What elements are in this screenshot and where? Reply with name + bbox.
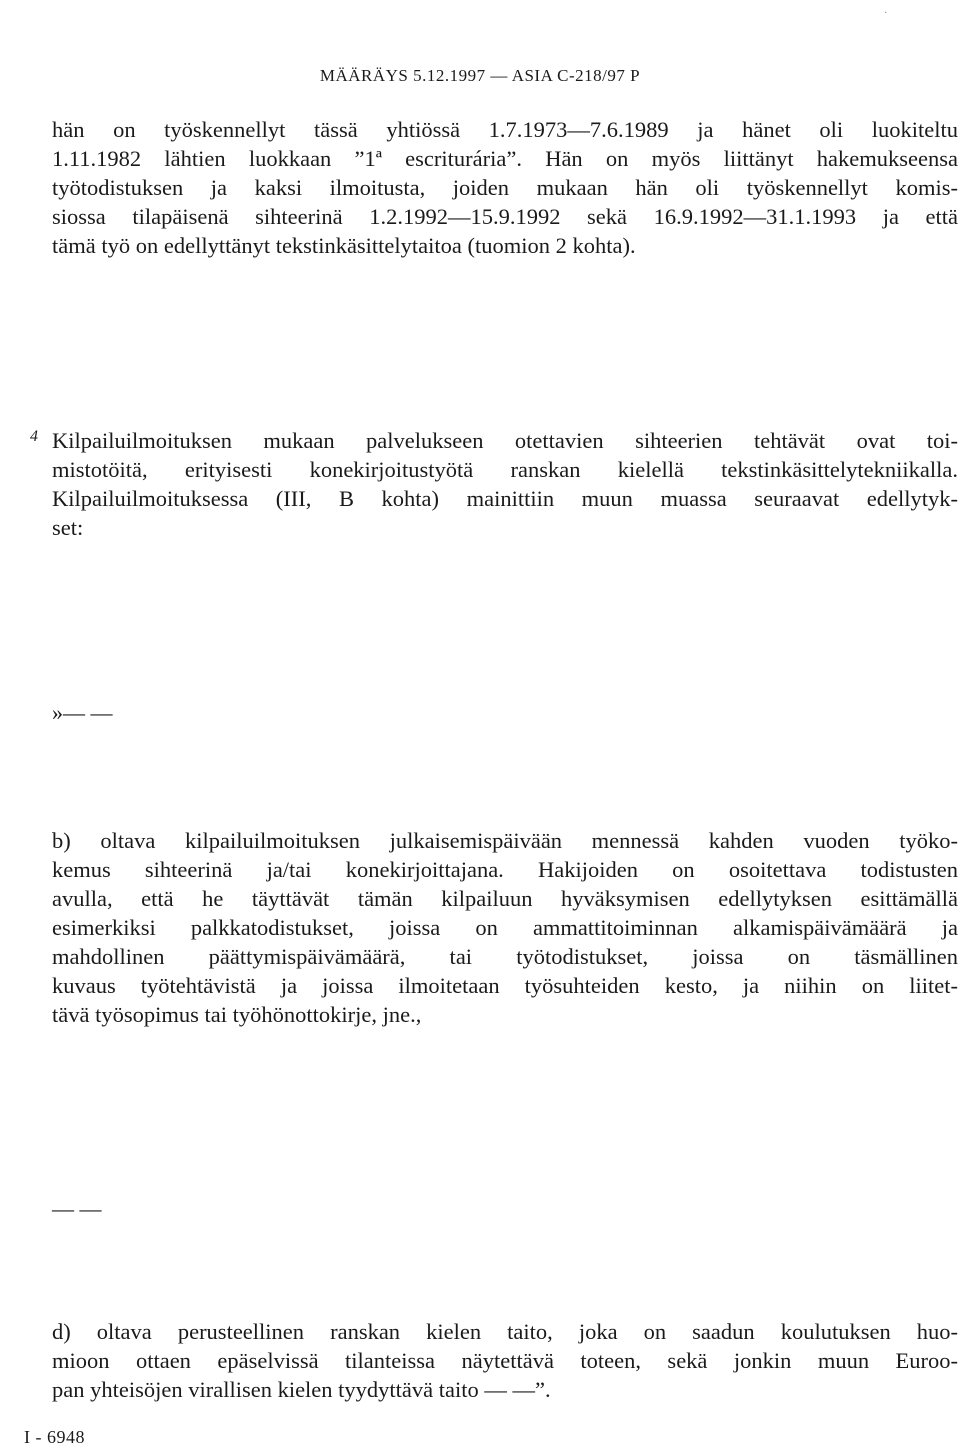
text-line: mistotöitä, erityisesti konekirjoitustyötä ranskan kielellä tekstinkäsittelytekniikalla. bbox=[52, 457, 958, 482]
text-line: set: bbox=[52, 515, 84, 540]
text-line: hän on työskennellyt tässä yhtiössä 1.7.1973—7.6.1989 ja hänet oli luokiteltu bbox=[52, 117, 958, 142]
omission-dashes: — — bbox=[52, 1196, 102, 1221]
item-d-requirement bbox=[52, 1317, 958, 1404]
text-line: tävä työsopimus tai työhönottokirje, jne., bbox=[52, 1002, 422, 1027]
text-line: mioon ottaen epäselvissä tilanteissa näytettävä toteen, sekä jonkin muun Euroo- bbox=[52, 1348, 958, 1373]
text-line: mahdollinen päättymispäivämäärä, tai työtodistukset, joissa on täsmällinen bbox=[52, 944, 958, 969]
scan-mark: · bbox=[884, 8, 888, 19]
page-number: I - 6948 bbox=[24, 1427, 85, 1447]
text-line: esimerkiksi palkkatodistukset, joissa on ammattitoiminnan alkamispäivämäärä ja bbox=[52, 915, 958, 940]
item-b-requirement bbox=[52, 826, 958, 1029]
text-line: avulla, että he täyttävät tämän kilpailuun hyväksymisen edellytyksen esittämällä bbox=[52, 886, 958, 911]
paragraph-competition-notice bbox=[52, 426, 958, 542]
text-line: 1.11.1982 lähtien luokkaan ”1ª escriturária”. Hän on myös liittänyt hakemukseensa bbox=[52, 146, 958, 171]
margin-paragraph-number: 4 bbox=[30, 428, 38, 445]
text-line: tämä työ on edellyttänyt tekstinkäsittelytaitoa (tuomion 2 kohta). bbox=[52, 233, 636, 258]
text-line: kemus sihteerinä ja/tai konekirjoittajana. Hakijoiden on osoitettava todistusten bbox=[52, 857, 958, 882]
paragraph-previous-context bbox=[52, 115, 958, 260]
text-line: pan yhteisöjen virallisen kielen tyydyttävä taito — —”. bbox=[52, 1377, 551, 1402]
text-line: kuvaus työtehtävistä ja joissa ilmoitetaan työsuhteiden kesto, ja niihin on liitet- bbox=[52, 973, 958, 998]
text-line: d) oltava perusteellinen ranskan kielen taito, joka on saadun koulutuksen huo- bbox=[52, 1319, 958, 1344]
text-line: siossa tilapäisenä sihteerinä 1.2.1992—15.9.1992 sekä 16.9.1992—31.1.1993 ja että bbox=[52, 204, 958, 229]
quotation-opening-dashes: »— — bbox=[52, 700, 113, 725]
text-line: työtodistuksen ja kaksi ilmoitusta, joiden mukaan hän oli työskennellyt komis- bbox=[52, 175, 958, 200]
text-line: Kilpailuilmoituksen mukaan palvelukseen otettavien sihteerien tehtävät ovat toi- bbox=[52, 428, 958, 453]
text-line: b) oltava kilpailuilmoituksen julkaisemispäivään mennessä kahden vuoden työko- bbox=[52, 828, 958, 853]
text-line: Kilpailuilmoituksessa (III, B kohta) mainittiin muun muassa seuraavat edellytyk- bbox=[52, 486, 958, 511]
running-header: MÄÄRÄYS 5.12.1997 — ASIA C-218/97 P bbox=[319, 66, 641, 85]
